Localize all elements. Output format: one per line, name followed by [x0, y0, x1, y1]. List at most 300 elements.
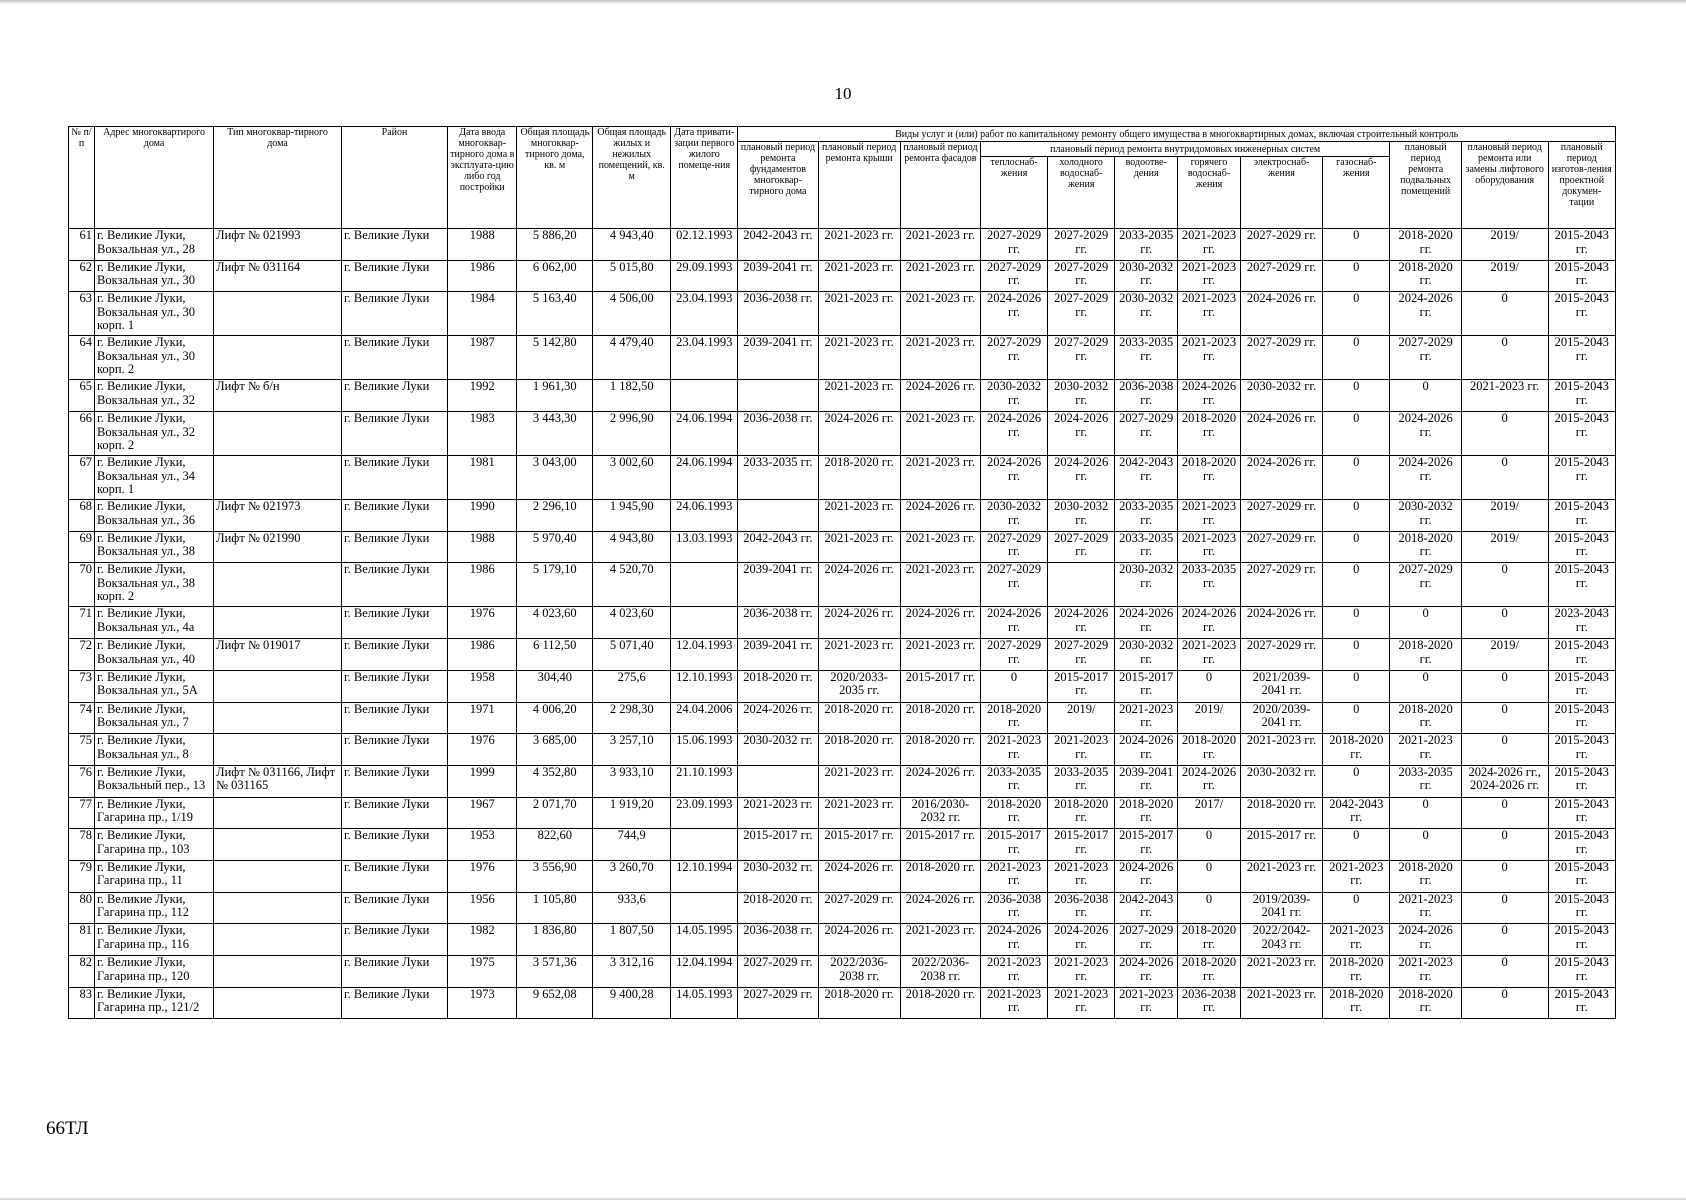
district-cell: г. Великие Луки [341, 292, 447, 336]
total-area-cell: 1 105,80 [517, 892, 593, 924]
hot-water-period-cell: 0 [1178, 670, 1241, 702]
roof-period-cell: 2024-2026 гг. [818, 563, 900, 607]
sewer-period-cell: 2024-2026 гг. [1115, 860, 1178, 892]
table-row [69, 987, 1616, 1019]
privatization-date-cell: 12.10.1993 [671, 670, 738, 702]
col-header-basement: плановый период ремонта подвальных помещений [1390, 142, 1461, 229]
cold-water-period-cell: 2015-2017 гг. [1048, 670, 1115, 702]
living-area-cell: 1 182,50 [593, 380, 671, 412]
year-cell: 1986 [448, 563, 517, 607]
facade-period-cell: 2018-2020 гг. [900, 702, 980, 734]
elevator-period-cell: 0 [1461, 702, 1548, 734]
facade-period-cell: 2024-2026 гг. [900, 380, 980, 412]
privatization-date-cell: 12.10.1994 [671, 860, 738, 892]
sewer-period-cell: 2024-2026 гг. [1115, 956, 1178, 988]
house-type-cell [214, 670, 342, 702]
row-number: 76 [69, 765, 95, 797]
table-row [69, 292, 1616, 336]
foundation-period-cell [738, 380, 818, 412]
cold-water-period-cell: 2027-2029 гг. [1048, 639, 1115, 671]
heat-period-cell: 2030-2032 гг. [980, 380, 1047, 412]
privatization-date-cell: 12.04.1994 [671, 956, 738, 988]
living-area-cell: 4 520,70 [593, 563, 671, 607]
roof-period-cell: 2018-2020 гг. [818, 987, 900, 1019]
year-cell: 1971 [448, 702, 517, 734]
total-area-cell: 3 556,90 [517, 860, 593, 892]
table-row [69, 639, 1616, 671]
district-cell: г. Великие Луки [341, 829, 447, 861]
roof-period-cell: 2024-2026 гг. [818, 924, 900, 956]
house-type-cell [214, 924, 342, 956]
address-cell: г. Великие Луки, Вокзальная ул., 5А [94, 670, 213, 702]
design-docs-period-cell: 2015-2043 гг. [1548, 500, 1616, 532]
capital-repair-table [68, 126, 1616, 1019]
roof-period-cell: 2021-2023 гг. [818, 292, 900, 336]
gas-period-cell: 0 [1323, 412, 1390, 456]
hot-water-period-cell: 2021-2023 гг. [1178, 229, 1241, 261]
basement-period-cell: 2021-2023 гг. [1390, 956, 1461, 988]
electric-period-cell: 2021-2023 гг. [1240, 987, 1322, 1019]
table-row [69, 924, 1616, 956]
table-row [69, 563, 1616, 607]
row-number: 63 [69, 292, 95, 336]
house-type-cell [214, 336, 342, 380]
gas-period-cell: 0 [1323, 336, 1390, 380]
living-area-cell: 3 312,16 [593, 956, 671, 988]
elevator-period-cell: 0 [1461, 734, 1548, 766]
house-type-cell [214, 956, 342, 988]
basement-period-cell: 2018-2020 гг. [1390, 860, 1461, 892]
electric-period-cell: 2021-2023 гг. [1240, 734, 1322, 766]
sewer-period-cell: 2039-2041 гг. [1115, 765, 1178, 797]
year-cell: 1976 [448, 734, 517, 766]
privatization-date-cell [671, 607, 738, 639]
house-type-cell [214, 292, 342, 336]
hot-water-period-cell: 2021-2023 гг. [1178, 639, 1241, 671]
sewer-period-cell: 2033-2035 гг. [1115, 336, 1178, 380]
basement-period-cell: 2018-2020 гг. [1390, 229, 1461, 261]
sewer-period-cell: 2033-2035 гг. [1115, 229, 1178, 261]
scan-top-edge [0, 0, 1686, 4]
district-cell: г. Великие Луки [341, 531, 447, 563]
roof-period-cell: 2015-2017 гг. [818, 829, 900, 861]
sewer-period-cell: 2033-2035 гг. [1115, 500, 1178, 532]
electric-period-cell: 2027-2029 гг. [1240, 563, 1322, 607]
row-number: 62 [69, 260, 95, 292]
house-type-cell: Лифт № 021990 [214, 531, 342, 563]
facade-period-cell: 2015-2017 гг. [900, 829, 980, 861]
address-cell: г. Великие Луки, Гагарина пр., 120 [94, 956, 213, 988]
row-number: 80 [69, 892, 95, 924]
total-area-cell: 1 836,80 [517, 924, 593, 956]
hot-water-period-cell: 2036-2038 гг. [1178, 987, 1241, 1019]
privatization-date-cell: 14.05.1995 [671, 924, 738, 956]
hot-water-period-cell: 2021-2023 гг. [1178, 336, 1241, 380]
facade-period-cell: 2015-2017 гг. [900, 670, 980, 702]
living-area-cell: 3 257,10 [593, 734, 671, 766]
facade-period-cell: 2021-2023 гг. [900, 639, 980, 671]
district-cell: г. Великие Луки [341, 702, 447, 734]
table-body [69, 229, 1616, 1019]
address-cell: г. Великие Луки, Вокзальная ул., 4а [94, 607, 213, 639]
living-area-cell: 744,9 [593, 829, 671, 861]
electric-period-cell: 2030-2032 гг. [1240, 765, 1322, 797]
house-type-cell [214, 563, 342, 607]
district-cell: г. Великие Луки [341, 670, 447, 702]
facade-period-cell: 2018-2020 гг. [900, 734, 980, 766]
table-row [69, 531, 1616, 563]
sewer-period-cell: 2030-2032 гг. [1115, 563, 1178, 607]
foundation-period-cell: 2039-2041 гг. [738, 336, 818, 380]
sewer-period-cell: 2042-2043 гг. [1115, 892, 1178, 924]
address-cell: г. Великие Луки, Вокзальная ул., 30 [94, 260, 213, 292]
foundation-period-cell: 2024-2026 гг. [738, 702, 818, 734]
facade-period-cell: 2024-2026 гг. [900, 607, 980, 639]
elevator-period-cell: 2019/ [1461, 229, 1548, 261]
design-docs-period-cell: 2015-2043 гг. [1548, 765, 1616, 797]
foundation-period-cell: 2039-2041 гг. [738, 260, 818, 292]
table-row [69, 765, 1616, 797]
electric-period-cell: 2027-2029 гг. [1240, 229, 1322, 261]
district-cell: г. Великие Луки [341, 500, 447, 532]
heat-period-cell: 2024-2026 гг. [980, 607, 1047, 639]
total-area-cell: 822,60 [517, 829, 593, 861]
cold-water-period-cell: 2027-2029 гг. [1048, 229, 1115, 261]
heat-period-cell: 2033-2035 гг. [980, 765, 1047, 797]
electric-period-cell: 2030-2032 гг. [1240, 380, 1322, 412]
facade-period-cell: 2024-2026 гг. [900, 500, 980, 532]
electric-period-cell: 2024-2026 гг. [1240, 456, 1322, 500]
design-docs-period-cell: 2015-2043 гг. [1548, 670, 1616, 702]
district-cell: г. Великие Луки [341, 456, 447, 500]
electric-period-cell: 2021/2039-2041 гг. [1240, 670, 1322, 702]
elevator-period-cell: 0 [1461, 292, 1548, 336]
table-row [69, 956, 1616, 988]
address-cell: г. Великие Луки, Вокзальная ул., 28 [94, 229, 213, 261]
living-area-cell: 2 996,90 [593, 412, 671, 456]
cold-water-period-cell: 2015-2017 гг. [1048, 829, 1115, 861]
privatization-date-cell [671, 380, 738, 412]
facade-period-cell: 2021-2023 гг. [900, 531, 980, 563]
basement-period-cell: 2021-2023 гг. [1390, 892, 1461, 924]
hot-water-period-cell: 0 [1178, 829, 1241, 861]
facade-period-cell: 2021-2023 гг. [900, 260, 980, 292]
foundation-period-cell: 2042-2043 гг. [738, 229, 818, 261]
gas-period-cell: 0 [1323, 531, 1390, 563]
living-area-cell: 4 479,40 [593, 336, 671, 380]
facade-period-cell: 2021-2023 гг. [900, 456, 980, 500]
address-cell: г. Великие Луки, Вокзальная ул., 32 корп. 2 [94, 412, 213, 456]
basement-period-cell: 2018-2020 гг. [1390, 531, 1461, 563]
design-docs-period-cell: 2015-2043 гг. [1548, 702, 1616, 734]
document-code: 66ТЛ [46, 1118, 89, 1139]
address-cell: г. Великие Луки, Гагарина пр., 116 [94, 924, 213, 956]
address-cell: г. Великие Луки, Вокзальная ул., 30 корп. 2 [94, 336, 213, 380]
electric-period-cell: 2027-2029 гг. [1240, 500, 1322, 532]
heat-period-cell: 2027-2029 гг. [980, 336, 1047, 380]
table-row [69, 829, 1616, 861]
gas-period-cell: 2021-2023 гг. [1323, 924, 1390, 956]
address-cell: г. Великие Луки, Вокзальный пер., 13 [94, 765, 213, 797]
row-number: 77 [69, 797, 95, 829]
basement-period-cell: 0 [1390, 797, 1461, 829]
house-type-cell [214, 797, 342, 829]
heat-period-cell: 2018-2020 гг. [980, 702, 1047, 734]
foundation-period-cell: 2030-2032 гг. [738, 860, 818, 892]
col-header-works-group: Виды услуг и (или) работ по капитальному ремонту общего имущества в многоквартирных домах, включая строительный контроль [738, 127, 1616, 142]
address-cell: г. Великие Луки, Гагарина пр., 121/2 [94, 987, 213, 1019]
col-header-district: Район [341, 127, 447, 229]
hot-water-period-cell: 2024-2026 гг. [1178, 380, 1241, 412]
facade-period-cell: 2021-2023 гг. [900, 924, 980, 956]
roof-period-cell: 2018-2020 гг. [818, 456, 900, 500]
total-area-cell: 5 886,20 [517, 229, 593, 261]
living-area-cell: 4 506,00 [593, 292, 671, 336]
col-header-address: Адрес многоквартирого дома [94, 127, 213, 229]
basement-period-cell: 2027-2029 гг. [1390, 563, 1461, 607]
table-row [69, 260, 1616, 292]
total-area-cell: 6 062,00 [517, 260, 593, 292]
elevator-period-cell: 2019/ [1461, 531, 1548, 563]
living-area-cell: 4 943,80 [593, 531, 671, 563]
design-docs-period-cell: 2015-2043 гг. [1548, 412, 1616, 456]
living-area-cell: 275,6 [593, 670, 671, 702]
total-area-cell: 3 685,00 [517, 734, 593, 766]
sewer-period-cell: 2027-2029 гг. [1115, 412, 1178, 456]
header-row-1 [69, 127, 1616, 142]
house-type-cell [214, 607, 342, 639]
foundation-period-cell: 2039-2041 гг. [738, 563, 818, 607]
page-number: 10 [834, 84, 852, 103]
total-area-cell: 3 443,30 [517, 412, 593, 456]
row-number: 69 [69, 531, 95, 563]
year-cell: 1984 [448, 292, 517, 336]
living-area-cell: 5 071,40 [593, 639, 671, 671]
col-header-num: № п/п [69, 127, 95, 229]
heat-period-cell: 2021-2023 гг. [980, 860, 1047, 892]
living-area-cell: 1 945,90 [593, 500, 671, 532]
gas-period-cell: 0 [1323, 500, 1390, 532]
electric-period-cell: 2024-2026 гг. [1240, 412, 1322, 456]
elevator-period-cell: 0 [1461, 336, 1548, 380]
roof-period-cell: 2024-2026 гг. [818, 607, 900, 639]
sewer-period-cell: 2018-2020 гг. [1115, 797, 1178, 829]
heat-period-cell: 0 [980, 670, 1047, 702]
row-number: 82 [69, 956, 95, 988]
foundation-period-cell: 2018-2020 гг. [738, 670, 818, 702]
living-area-cell: 3 260,70 [593, 860, 671, 892]
design-docs-period-cell: 2015-2043 гг. [1548, 639, 1616, 671]
privatization-date-cell: 23.04.1993 [671, 292, 738, 336]
col-header-elevator: плановый период ремонта или замены лифтового оборудования [1461, 142, 1548, 229]
hot-water-period-cell: 2021-2023 гг. [1178, 531, 1241, 563]
sewer-period-cell: 2021-2023 гг. [1115, 987, 1178, 1019]
design-docs-period-cell: 2015-2043 гг. [1548, 292, 1616, 336]
facade-period-cell: 2021-2023 гг. [900, 412, 980, 456]
year-cell: 1958 [448, 670, 517, 702]
elevator-period-cell: 0 [1461, 956, 1548, 988]
col-header-foundation: плановый период ремонта фундаментов многоквар-тирного дома [738, 142, 818, 229]
year-cell: 1975 [448, 956, 517, 988]
elevator-period-cell: 0 [1461, 924, 1548, 956]
gas-period-cell: 0 [1323, 702, 1390, 734]
hot-water-period-cell: 2021-2023 гг. [1178, 260, 1241, 292]
heat-period-cell: 2015-2017 гг. [980, 829, 1047, 861]
table-row [69, 336, 1616, 380]
electric-period-cell: 2027-2029 гг. [1240, 260, 1322, 292]
design-docs-period-cell: 2023-2043 гг. [1548, 607, 1616, 639]
gas-period-cell: 2018-2020 гг. [1323, 987, 1390, 1019]
cold-water-period-cell: 2036-2038 гг. [1048, 892, 1115, 924]
district-cell: г. Великие Луки [341, 336, 447, 380]
district-cell: г. Великие Луки [341, 797, 447, 829]
cold-water-period-cell: 2018-2020 гг. [1048, 797, 1115, 829]
hot-water-period-cell: 2021-2023 гг. [1178, 500, 1241, 532]
living-area-cell: 4 943,40 [593, 229, 671, 261]
design-docs-period-cell: 2015-2043 гг. [1548, 734, 1616, 766]
gas-period-cell: 0 [1323, 670, 1390, 702]
heat-period-cell: 2027-2029 гг. [980, 531, 1047, 563]
facade-period-cell: 2018-2020 гг. [900, 860, 980, 892]
gas-period-cell: 0 [1323, 892, 1390, 924]
design-docs-period-cell: 2015-2043 гг. [1548, 260, 1616, 292]
heat-period-cell: 2027-2029 гг. [980, 260, 1047, 292]
house-type-cell: Лифт № 019017 [214, 639, 342, 671]
privatization-date-cell: 23.09.1993 [671, 797, 738, 829]
total-area-cell: 2 296,10 [517, 500, 593, 532]
elevator-period-cell: 2024-2026 гг., 2024-2026 гг. [1461, 765, 1548, 797]
living-area-cell: 1 807,50 [593, 924, 671, 956]
elevator-period-cell: 0 [1461, 607, 1548, 639]
gas-period-cell: 2018-2020 гг. [1323, 956, 1390, 988]
electric-period-cell: 2024-2026 гг. [1240, 607, 1322, 639]
year-cell: 1967 [448, 797, 517, 829]
electric-period-cell: 2022/2042-2043 гг. [1240, 924, 1322, 956]
sewer-period-cell: 2030-2032 гг. [1115, 639, 1178, 671]
design-docs-period-cell: 2015-2043 гг. [1548, 924, 1616, 956]
cold-water-period-cell [1048, 563, 1115, 607]
total-area-cell: 3 571,36 [517, 956, 593, 988]
house-type-cell [214, 860, 342, 892]
roof-period-cell: 2021-2023 гг. [818, 639, 900, 671]
heat-period-cell: 2018-2020 гг. [980, 797, 1047, 829]
cold-water-period-cell: 2027-2029 гг. [1048, 260, 1115, 292]
basement-period-cell: 2024-2026 гг. [1390, 456, 1461, 500]
table-row [69, 670, 1616, 702]
gas-period-cell: 0 [1323, 829, 1390, 861]
facade-period-cell: 2018-2020 гг. [900, 987, 980, 1019]
elevator-period-cell: 0 [1461, 456, 1548, 500]
district-cell: г. Великие Луки [341, 892, 447, 924]
design-docs-period-cell: 2015-2043 гг. [1548, 892, 1616, 924]
basement-period-cell: 2027-2029 гг. [1390, 336, 1461, 380]
year-cell: 1981 [448, 456, 517, 500]
cold-water-period-cell: 2027-2029 гг. [1048, 292, 1115, 336]
gas-period-cell: 2042-2043 гг. [1323, 797, 1390, 829]
foundation-period-cell: 2042-2043 гг. [738, 531, 818, 563]
heat-period-cell: 2024-2026 гг. [980, 412, 1047, 456]
design-docs-period-cell: 2015-2043 гг. [1548, 860, 1616, 892]
hot-water-period-cell: 0 [1178, 892, 1241, 924]
year-cell: 1990 [448, 500, 517, 532]
living-area-cell: 9 400,28 [593, 987, 671, 1019]
row-number: 83 [69, 987, 95, 1019]
heat-period-cell: 2036-2038 гг. [980, 892, 1047, 924]
roof-period-cell: 2021-2023 гг. [818, 380, 900, 412]
row-number: 64 [69, 336, 95, 380]
elevator-period-cell: 2019/ [1461, 260, 1548, 292]
row-number: 66 [69, 412, 95, 456]
col-header-heat: теплоснаб-жения [980, 157, 1047, 229]
electric-period-cell: 2027-2029 гг. [1240, 639, 1322, 671]
table-row [69, 412, 1616, 456]
address-cell: г. Великие Луки, Вокзальная ул., 40 [94, 639, 213, 671]
total-area-cell: 2 071,70 [517, 797, 593, 829]
elevator-period-cell: 2021-2023 гг. [1461, 380, 1548, 412]
table-row [69, 500, 1616, 532]
elevator-period-cell: 0 [1461, 563, 1548, 607]
privatization-date-cell: 24.06.1994 [671, 456, 738, 500]
year-cell: 1999 [448, 765, 517, 797]
district-cell: г. Великие Луки [341, 412, 447, 456]
hot-water-period-cell: 2019/ [1178, 702, 1241, 734]
address-cell: г. Великие Луки, Вокзальная ул., 38 корп. 2 [94, 563, 213, 607]
table-row [69, 456, 1616, 500]
district-cell: г. Великие Луки [341, 956, 447, 988]
basement-period-cell: 2018-2020 гг. [1390, 260, 1461, 292]
basement-period-cell: 2024-2026 гг. [1390, 924, 1461, 956]
hot-water-period-cell: 2033-2035 гг. [1178, 563, 1241, 607]
col-header-type: Тип многоквар-тирного дома [214, 127, 342, 229]
basement-period-cell: 2024-2026 гг. [1390, 412, 1461, 456]
heat-period-cell: 2024-2026 гг. [980, 292, 1047, 336]
design-docs-period-cell: 2015-2043 гг. [1548, 229, 1616, 261]
house-type-cell [214, 456, 342, 500]
year-cell: 1986 [448, 639, 517, 671]
col-header-sewer: водоотве-дения [1115, 157, 1178, 229]
facade-period-cell: 2021-2023 гг. [900, 292, 980, 336]
gas-period-cell: 0 [1323, 563, 1390, 607]
cold-water-period-cell: 2024-2026 гг. [1048, 607, 1115, 639]
total-area-cell: 9 652,08 [517, 987, 593, 1019]
privatization-date-cell: 24.06.1993 [671, 500, 738, 532]
basement-period-cell: 2018-2020 гг. [1390, 702, 1461, 734]
electric-period-cell: 2027-2029 гг. [1240, 531, 1322, 563]
facade-period-cell: 2021-2023 гг. [900, 336, 980, 380]
design-docs-period-cell: 2015-2043 гг. [1548, 563, 1616, 607]
col-header-gas: газоснаб-жения [1323, 157, 1390, 229]
sewer-period-cell: 2024-2026 гг. [1115, 734, 1178, 766]
cold-water-period-cell: 2021-2023 гг. [1048, 734, 1115, 766]
privatization-date-cell: 29.09.1993 [671, 260, 738, 292]
roof-period-cell: 2027-2029 гг. [818, 892, 900, 924]
basement-period-cell: 2021-2023 гг. [1390, 734, 1461, 766]
hot-water-period-cell: 2018-2020 гг. [1178, 924, 1241, 956]
design-docs-period-cell: 2015-2043 гг. [1548, 829, 1616, 861]
privatization-date-cell: 12.04.1993 [671, 639, 738, 671]
roof-period-cell: 2024-2026 гг. [818, 412, 900, 456]
table-row [69, 702, 1616, 734]
cold-water-period-cell: 2021-2023 гг. [1048, 860, 1115, 892]
heat-period-cell: 2024-2026 гг. [980, 456, 1047, 500]
heat-period-cell: 2021-2023 гг. [980, 987, 1047, 1019]
year-cell: 1956 [448, 892, 517, 924]
gas-period-cell: 0 [1323, 607, 1390, 639]
roof-period-cell: 2021-2023 гг. [818, 260, 900, 292]
col-header-cold-water: холодного водоснаб-жения [1048, 157, 1115, 229]
privatization-date-cell: 13.03.1993 [671, 531, 738, 563]
roof-period-cell: 2021-2023 гг. [818, 336, 900, 380]
